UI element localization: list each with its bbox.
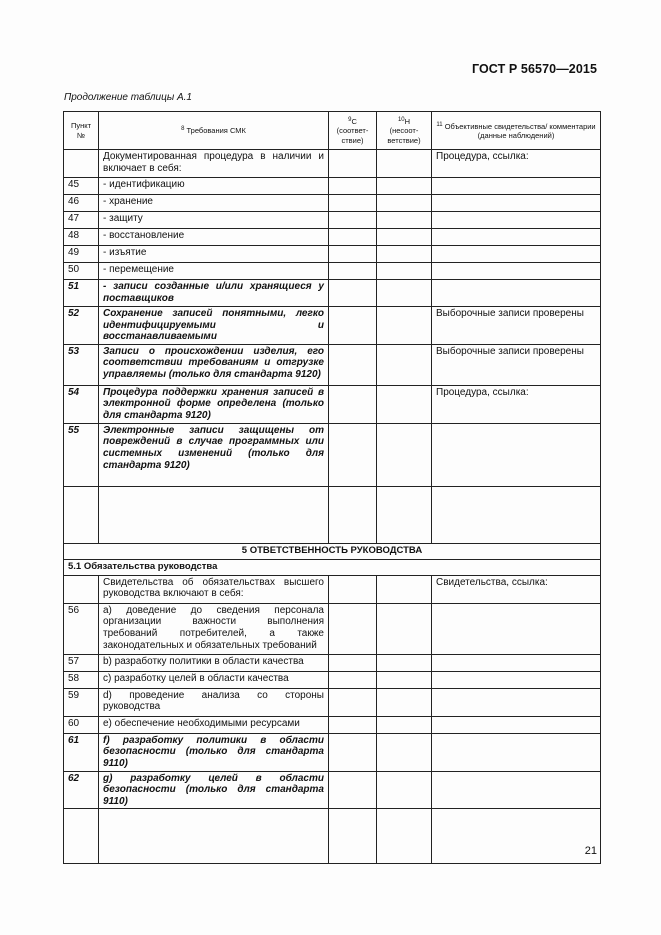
table-cell	[432, 229, 601, 246]
table-cell	[329, 486, 377, 543]
table-cell: 50	[64, 263, 99, 280]
table-cell	[432, 423, 601, 486]
table-cell: Выборочные записи проверены	[432, 307, 601, 345]
table-cell: - записи созданные и/или хранящиеся у поставщиков	[99, 280, 329, 307]
table-cell	[432, 654, 601, 671]
table-cell	[432, 195, 601, 212]
table-row	[64, 263, 601, 280]
table-cell: 61	[64, 733, 99, 771]
col-item-header: Пункт №	[64, 112, 99, 150]
table-cell: - перемещение	[99, 263, 329, 280]
table-cell: Электронные записи защищены от повреждений в случае программных или системных изменений (только для стандарта 9120)	[99, 423, 329, 486]
table-cell	[432, 178, 601, 195]
table-cell	[432, 603, 601, 654]
table-cell	[377, 575, 432, 603]
table-cell	[377, 212, 432, 229]
table-cell: 46	[64, 195, 99, 212]
table-cell	[377, 246, 432, 263]
table-cell: 56	[64, 603, 99, 654]
table-row	[64, 733, 601, 771]
table-cell: 58	[64, 671, 99, 688]
table-cell	[432, 733, 601, 771]
table-cell	[377, 716, 432, 733]
table-cell	[377, 307, 432, 345]
col-evidence-header: $^{11}$ Объективные свидетельства/ комментарии (данные наблюдений)	[432, 112, 601, 150]
table-header-row	[64, 112, 601, 150]
table-cell	[329, 385, 377, 423]
table-cell	[64, 150, 99, 178]
table-cell	[329, 280, 377, 307]
table-cell	[377, 809, 432, 864]
table-cell	[377, 654, 432, 671]
table-cell	[432, 246, 601, 263]
empty-row	[64, 809, 601, 864]
table-cell: f) разработку политики в области безопасности (только для стандарта 9110)	[99, 733, 329, 771]
table-cell	[329, 263, 377, 280]
table-cell	[432, 771, 601, 809]
table-cell	[377, 344, 432, 385]
table-cell	[329, 150, 377, 178]
table-cell	[432, 716, 601, 733]
table-row	[64, 229, 601, 246]
table-cell: Сохранение записей понятными, легко идентифицируемыми и восстанавливаемыми	[99, 307, 329, 345]
table-cell	[329, 716, 377, 733]
table-row	[64, 575, 601, 603]
table-cell	[329, 229, 377, 246]
table-cell	[329, 809, 377, 864]
table-cell	[329, 771, 377, 809]
table-caption: Продолжение таблицы А.1	[64, 92, 192, 103]
table-cell	[377, 229, 432, 246]
table-cell	[329, 733, 377, 771]
table-cell	[377, 178, 432, 195]
table-cell	[377, 385, 432, 423]
table-cell	[329, 307, 377, 345]
table-cell	[329, 575, 377, 603]
table-cell: g) разработку целей в области безопасности (только для стандарта 9110)	[99, 771, 329, 809]
table-cell	[329, 344, 377, 385]
table-cell: 54	[64, 385, 99, 423]
table-row	[64, 671, 601, 688]
table-row	[64, 716, 601, 733]
table-cell: 60	[64, 716, 99, 733]
document-header: ГОСТ Р 56570—2015	[471, 62, 597, 76]
table-cell	[329, 423, 377, 486]
table-cell: 47	[64, 212, 99, 229]
table-cell: 62	[64, 771, 99, 809]
col-noncompliance-header: $^{10}$H (несоот-ветствие)	[377, 112, 432, 150]
table-cell	[377, 486, 432, 543]
table-cell	[329, 246, 377, 263]
table-cell: - хранение	[99, 195, 329, 212]
table-row	[64, 212, 601, 229]
table-cell	[377, 195, 432, 212]
table-row	[64, 654, 601, 671]
table-cell	[64, 486, 99, 543]
table-cell	[64, 809, 99, 864]
table-cell	[432, 263, 601, 280]
table-cell: 49	[64, 246, 99, 263]
table-cell	[432, 671, 601, 688]
table-cell: - изъятие	[99, 246, 329, 263]
table-cell: 59	[64, 688, 99, 716]
table-cell: Документированная процедура в наличии и включает в себя:	[99, 150, 329, 178]
table-row	[64, 688, 601, 716]
table-cell: Выборочные записи проверены	[432, 344, 601, 385]
table-cell: d) проведение анализа со стороны руководства	[99, 688, 329, 716]
table-cell	[432, 688, 601, 716]
section-title: 5 ОТВЕТСТВЕННОСТЬ РУКОВОДСТВА	[64, 543, 601, 559]
table-cell	[377, 150, 432, 178]
table-cell	[432, 486, 601, 543]
table-row	[64, 385, 601, 423]
subsection-row	[64, 559, 601, 575]
col-compliance-header: $^9$C (соответ-ствие)	[329, 112, 377, 150]
table-row	[64, 771, 601, 809]
table-row	[64, 307, 601, 345]
table-row	[64, 603, 601, 654]
table-row	[64, 280, 601, 307]
page-number: 21	[584, 845, 597, 857]
table-cell	[329, 178, 377, 195]
table-cell: 55	[64, 423, 99, 486]
table-cell	[377, 280, 432, 307]
table-cell: - защиту	[99, 212, 329, 229]
table-cell: Процедура, ссылка:	[432, 385, 601, 423]
section-row	[64, 543, 601, 559]
table-cell	[377, 733, 432, 771]
table-row	[64, 178, 601, 195]
table-cell: c) разработку целей в области качества	[99, 671, 329, 688]
table-cell: - восстановление	[99, 229, 329, 246]
table-cell	[377, 688, 432, 716]
table-cell	[377, 603, 432, 654]
table-cell	[329, 654, 377, 671]
table-cell: Процедура поддержки хранения записей в электронной форме определена (только для стандарта 9120)	[99, 385, 329, 423]
table-cell: e) обеспечение необходимыми ресурсами	[99, 716, 329, 733]
empty-row	[64, 486, 601, 543]
table-cell: 51	[64, 280, 99, 307]
table-cell: - идентификацию	[99, 178, 329, 195]
table-cell	[99, 809, 329, 864]
table-row	[64, 246, 601, 263]
requirements-table	[63, 111, 601, 864]
table-cell	[432, 280, 601, 307]
table-cell: а) доведение до сведения персонала организации важности выполнения требований потребителей, а также законодательных и обязательных требований	[99, 603, 329, 654]
table-cell	[432, 212, 601, 229]
table-cell: 52	[64, 307, 99, 345]
table-cell	[329, 688, 377, 716]
table-row	[64, 195, 601, 212]
table-cell: b) разработку политики в области качества	[99, 654, 329, 671]
table-row	[64, 150, 601, 178]
table-cell	[329, 603, 377, 654]
table-cell	[377, 671, 432, 688]
subsection-title: 5.1 Обязательства руководства	[64, 559, 601, 575]
table-cell: 57	[64, 654, 99, 671]
table-cell	[329, 195, 377, 212]
table-cell	[432, 809, 601, 864]
table-cell	[377, 263, 432, 280]
table-cell: Записи о происхождении изделия, его соответствии требованиям и отгрузке управляемы (только для стандарта 9120)	[99, 344, 329, 385]
table-cell	[329, 671, 377, 688]
table-cell	[329, 212, 377, 229]
table-cell: 53	[64, 344, 99, 385]
table-cell	[99, 486, 329, 543]
table-cell: Свидетельства об обязательствах высшего руководства включают в себя:	[99, 575, 329, 603]
table-cell	[377, 771, 432, 809]
table-row	[64, 423, 601, 486]
table-cell: 45	[64, 178, 99, 195]
table-cell: 48	[64, 229, 99, 246]
table-row	[64, 344, 601, 385]
table-cell	[377, 423, 432, 486]
col-requirements-header: $^8$ Требования СМК	[99, 112, 329, 150]
table-cell	[64, 575, 99, 603]
table-cell: Процедура, ссылка:	[432, 150, 601, 178]
table-cell: Свидетельства, ссылка:	[432, 575, 601, 603]
